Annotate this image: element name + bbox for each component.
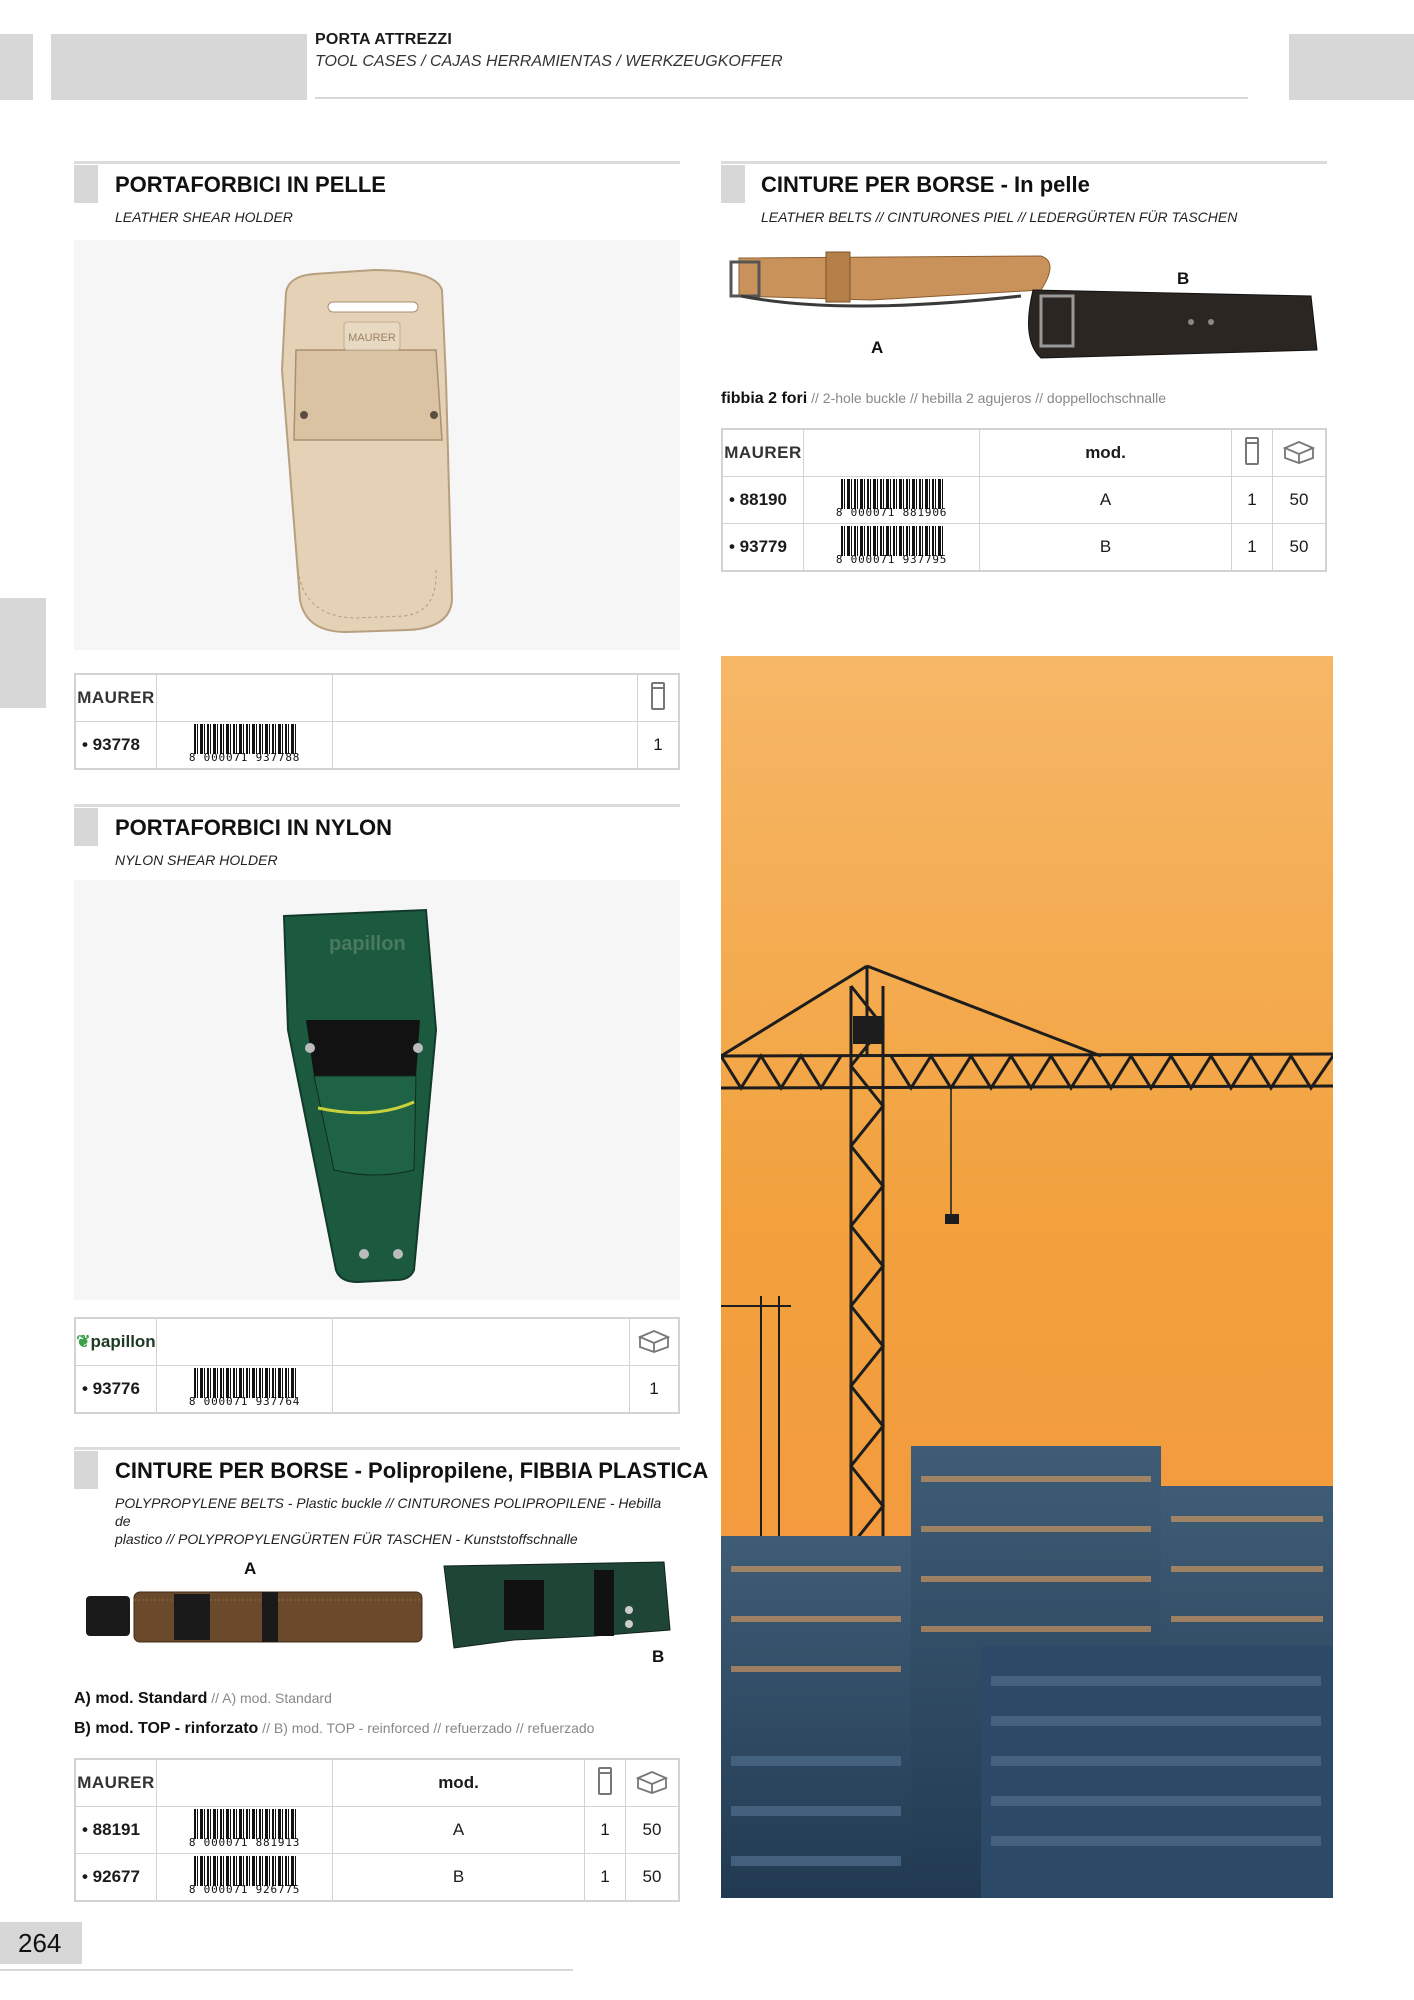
article-code: • 92677 — [75, 1854, 157, 1902]
leather-holder-brand-stamp: MAURER — [348, 332, 396, 344]
unit-qty: 1 — [585, 1854, 626, 1902]
pack-qty: 50 — [1273, 477, 1327, 524]
barcode-header-cell — [157, 1318, 333, 1366]
section-marker — [74, 808, 98, 846]
maurer-logo: MAURER — [722, 429, 804, 477]
pack-qty: 50 — [626, 1807, 680, 1854]
unit-qty: 1 — [585, 1807, 626, 1854]
pack-qty: 1 — [630, 1366, 680, 1414]
model-cell: B — [980, 524, 1232, 572]
maurer-logo: MAURER — [75, 674, 157, 722]
barcode-header-cell — [157, 1759, 333, 1807]
corner-tab-right — [1289, 34, 1414, 100]
page-number: 264 — [18, 1928, 62, 1958]
belt-b-label: B — [1177, 269, 1190, 288]
pp-belts-image — [74, 1540, 680, 1680]
unit-qty: 1 — [638, 722, 680, 770]
table-row — [722, 477, 1326, 524]
spacer-cell — [333, 1318, 630, 1366]
barcode: 8 000071 881906 — [804, 477, 980, 524]
table-row — [75, 722, 679, 770]
model-cell: B — [333, 1854, 585, 1902]
buckle-note: fibbia 2 fori // 2-hole buckle // hebilla 2 agujeros // doppellochschnalle — [721, 390, 1167, 407]
box-icon — [1273, 429, 1327, 477]
corner-tab-left — [0, 34, 33, 100]
article-code: • 93779 — [722, 524, 804, 572]
section-rule — [74, 804, 680, 807]
nylon-holder-image — [74, 880, 680, 1300]
section-title: CINTURE PER BORSE - Polipropilene, FIBBIA PLASTICA — [115, 1458, 709, 1483]
model-cell: A — [333, 1807, 585, 1854]
leather-belts-image — [721, 240, 1327, 382]
article-code: • 93778 — [75, 722, 157, 770]
section-title: PORTAFORBICI IN PELLE — [115, 172, 386, 197]
table-row — [75, 1807, 679, 1854]
belt-a-label: A — [871, 338, 884, 357]
page-category-title: PORTA ATTREZZI — [315, 31, 453, 48]
single-item-icon — [1232, 429, 1273, 477]
header-rule — [315, 97, 1248, 99]
pack-qty: 50 — [1273, 524, 1327, 572]
section-marker — [74, 1451, 98, 1489]
barcode: 8 000071 926775 — [157, 1854, 333, 1902]
section-rule — [74, 161, 680, 164]
mod-column-header: mod. — [980, 429, 1232, 477]
article-code: • 93776 — [75, 1366, 157, 1414]
barcode: 8 000071 937795 — [804, 524, 980, 572]
model-note-a: A) mod. Standard // A) mod. Standard — [74, 1690, 332, 1707]
leather-holder-image — [74, 240, 680, 650]
mod-column-header: mod. — [333, 1759, 585, 1807]
section-marker — [74, 165, 98, 203]
section-rule — [721, 161, 1327, 164]
single-item-icon — [585, 1759, 626, 1807]
barcode-header-cell — [157, 674, 333, 722]
barcode: 8 000071 937764 — [157, 1366, 333, 1414]
model-note-b: B) mod. TOP - rinforzato // B) mod. TOP - reinforced // refuerzado // refuerzado — [74, 1720, 595, 1737]
product-table-pp-belts — [74, 1758, 680, 1902]
header-band — [51, 34, 307, 100]
article-code: • 88191 — [75, 1807, 157, 1854]
barcode-header-cell — [804, 429, 980, 477]
maurer-logo: MAURER — [75, 1759, 157, 1807]
section-subtitle: LEATHER SHEAR HOLDER — [115, 209, 293, 225]
product-table-93776 — [74, 1317, 680, 1414]
barcode: 8 000071 881913 — [157, 1807, 333, 1854]
box-icon — [630, 1318, 680, 1366]
unit-qty: 1 — [1232, 524, 1273, 572]
construction-crane-photo — [721, 656, 1333, 1898]
single-item-icon — [638, 674, 680, 722]
belt-b-label: B — [652, 1647, 665, 1666]
unit-qty: 1 — [1232, 477, 1273, 524]
model-cell: A — [980, 477, 1232, 524]
section-subtitle: LEATHER BELTS // CINTURONES PIEL // LEDERGÜRTEN FÜR TASCHEN — [761, 209, 1238, 225]
page-category-subtitle: TOOL CASES / CAJAS HERRAMIENTAS / WERKZEUGKOFFER — [315, 53, 783, 70]
pack-qty: 50 — [626, 1854, 680, 1902]
papillon-logo: ❦papillon — [75, 1318, 157, 1366]
article-code: • 88190 — [722, 477, 804, 524]
section-subtitle: POLYPROPYLENE BELTS - Plastic buckle // CINTURONES POLIPROPILENE - Hebilla de plastico // POLYPROPYLENGÜRTEN FÜR TASCHEN - Kunststoffschnalle — [115, 1495, 662, 1547]
table-row — [75, 1366, 679, 1414]
box-icon — [626, 1759, 680, 1807]
barcode: 8 000071 937788 — [157, 722, 333, 770]
section-title: PORTAFORBICI IN NYLON — [115, 815, 393, 840]
section-subtitle: NYLON SHEAR HOLDER — [115, 852, 278, 868]
belt-a-label: A — [244, 1559, 257, 1578]
section-marker — [721, 165, 745, 203]
section-title: CINTURE PER BORSE - In pelle — [761, 172, 1090, 197]
nylon-holder-brand-print: papillon — [329, 933, 406, 955]
side-tab — [0, 598, 46, 708]
section-rule — [74, 1447, 680, 1450]
product-table-leather-belts — [721, 428, 1327, 572]
table-row — [722, 524, 1326, 572]
product-table-93778 — [74, 673, 680, 770]
table-row — [75, 1854, 679, 1902]
spacer-cell — [333, 674, 638, 722]
footer-rule — [0, 1969, 573, 1971]
